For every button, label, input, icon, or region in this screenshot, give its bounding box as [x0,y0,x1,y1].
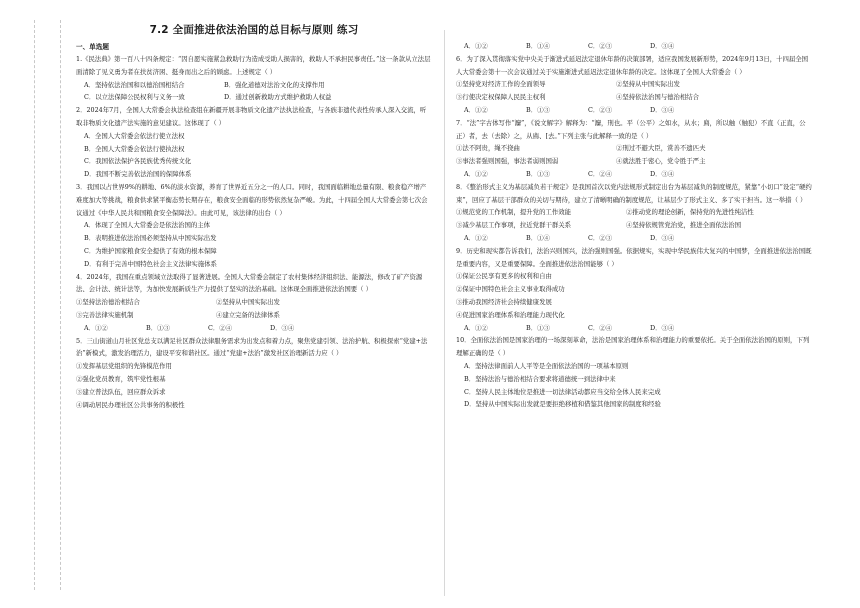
statement-1: ①坚持党对经济工作的全面领导 [456,80,546,89]
option-c[interactable]: C．②③ [588,233,613,242]
question-stem: 6．为了深入贯彻落实党中央关于渐进式延迟法定退休年龄的决策部署，适应我国发展新形势，2024年9月13日，十四届全国人大常委会第十一次会议通过关于实施渐进式延迟法定退休年龄的决定。这体现了全国人大常委会（ ） [456,54,809,76]
option-d[interactable]: D．通过创新救助方式维护救助人权益 [224,93,332,102]
statement-2: ②刑过不避大臣，赏善不遗匹夫 [616,144,706,153]
question-9 [456,245,814,335]
section-heading: 一、单选题 [76,43,109,51]
option-b[interactable]: B．坚持法治与德治相结合要求将道德统一到法律中来 [464,374,616,383]
option-b[interactable]: B．①③ [526,169,550,178]
column-divider [444,30,445,596]
option-c[interactable]: C．②④ [208,323,233,332]
statement-1: ①发挥基层党组织的先锋模范作用 [76,362,172,371]
option-c[interactable]: C．②④ [588,323,613,332]
question-stem: 10．全面依法治国是国家治理的一场深刻革命，法治是国家治理体系和治理能力的重要依托。关于全面依法治国的原则，下列理解正确的是（ ） [456,336,810,358]
option-d[interactable]: D．③④ [650,233,675,242]
option-b[interactable]: B．①③ [146,323,170,332]
question-stem: 9．历史和现实都告诉我们，法治兴则国兴，法治强则国强。依据规实，实现中华民族伟大复兴的中国梦，全面推进依法治国既是重要内容，又是重要保障。全面推进依法治国能够（ ） [456,246,812,268]
option-a[interactable]: A．全国人大常委会依法行使立法权 [84,131,185,140]
question-7 [456,117,814,181]
option-d[interactable]: D．③④ [270,323,295,332]
statement-4: ④调动居民办理社区公共事务的积极性 [76,400,185,409]
option-d[interactable]: D．坚持从中国实际出发就是要拒绝移植和借鉴其他国家的制度和经验 [464,400,661,409]
option-d[interactable]: D．我国不断完善依法治国的保障体系 [84,170,192,179]
question-stem: 2．2024年7月，全国人大常委会执法检查组在新疆开展非物质文化遗产法执法检查，与各族非遗代表性传承人深入交流，听取非物质文化遗产法实施的意见建议。这体现了（ ） [76,106,427,127]
statement-4: ④促进国家治理体系和治理能力现代化 [456,310,565,319]
option-b[interactable]: B．①④ [526,233,550,242]
statement-3: ③事法者强则国强，事法者弱则国弱 [456,157,559,166]
option-a[interactable]: A．坚持依法治国和以德治国相结合 [84,80,185,89]
option-c[interactable]: C．为维护国家粮食安全提供了有效的根本保障 [84,246,217,255]
statement-4: ④坚持依法治国与德治相结合 [616,93,700,102]
statement-3: ③推动我国经济社会持续健康发展 [456,297,552,306]
option-a[interactable]: A．①② [84,323,108,332]
statement-2: ②坚持从中国实际出发 [616,80,680,89]
binding-line [34,20,35,590]
option-b[interactable]: B．表明推进依法治国必须坚持从中国实际出发 [84,234,217,243]
page-title: 7.2 全面推进依法治国的总目标与原则 练习 [149,24,359,36]
option-c[interactable]: C．②③ [588,42,613,50]
question-6 [456,53,814,117]
option-c[interactable]: C．以立法保障公民权利与义务一致 [84,93,185,102]
question-5-options [456,40,814,53]
binding-line [60,20,61,590]
option-a[interactable]: A．①② [464,42,488,50]
question-5 [76,335,432,412]
question-stem: 8．《整治形式主义为基层减负若干规定》是我国首次以党内法规形式制定出台为基层减负的制度规范，紧靠“小切口”设定“硬约束”，回应了基层干部群众的关切与期待，建立了清晰明确的制度规范，让基层少了形式主义、多了实干担当。这一举措（ ） [456,182,812,204]
option-a[interactable]: A．体现了全国人大常委会是依法治国的主体 [84,221,211,230]
option-d[interactable]: D．③④ [650,169,675,178]
statement-1: ①法不阿贵，绳不挠曲 [456,144,520,153]
option-d[interactable]: D．③④ [650,42,675,50]
option-a[interactable]: A．①② [464,105,488,114]
question-stem: 4．2024年，我国在重点领域立法取得了显著进展。全国人大常委会制定了农村集体经济组织法、能源法，修改了矿产资源法、会计法、统计法等，为加快发展新质生产力提供了坚实的法治基础。这体现全面推进依法治国要（ ） [76,272,423,294]
statement-4: ④坚持依规管党治党，推进全面依法治国 [626,221,742,230]
question-1 [76,53,432,104]
option-b[interactable]: B．强化道德对法治文化的支撑作用 [224,80,325,89]
left-column [76,14,432,411]
statement-3: ③行使决定权保障人民民主权利 [456,93,546,102]
statement-2: ②强化党员教育，筑牢党性根基 [76,374,166,383]
question-3 [76,181,432,271]
right-column [456,14,814,411]
statement-4: ④建立完备的法律体系 [216,310,280,319]
statement-1: ①坚持法治德治相结合 [76,298,140,307]
question-8 [456,181,814,245]
question-4 [76,271,432,335]
question-stem: 3．我国以占世界9%的耕地、6%的淡水资源，养育了世界近五分之一的人口。同时，我国面临耕地总量有限、粮食稳产增产难度加大等挑战，粮食供求紧平衡态势长期存在，粮食安全面临的形势依然复杂严峻。为此，十四届全国人大常委会第七次会议通过《中华人民共和国粮食安全保障法》。由此可见，该法律的出台（ ） [76,182,428,217]
option-a[interactable]: A．①② [464,169,488,178]
option-b[interactable]: B．①③ [526,323,550,332]
option-a[interactable]: A．坚持法律面前人人平等是全面依法治国的一项基本原则 [464,361,629,370]
option-d[interactable]: D．③④ [650,323,675,332]
option-a[interactable]: A．①② [464,233,488,242]
statement-2: ②推动党的理论创新，保持党的先进性纯洁性 [626,208,754,217]
option-c[interactable]: C．②③ [588,105,613,114]
question-10 [456,334,814,411]
question-stem: 7．“法”字古体写作“灋”，《说文解字》解释为：“灋，刑也。平（公平）之如水，从水；廌，所以触（触犯）不直（正直，公正）者，去（去除）之，从廌、[去。”下列主张与此解释一致的是（ ） [456,118,806,140]
statement-1: ①保证公民享有更多的权利和自由 [456,272,552,281]
statement-3: ③完善法律实施机制 [76,310,134,319]
question-stem: 5．三山街道山月社区党总支以满足社区群众法律服务需求为出发点和着力点，聚焦党建引领、法治护航、积极探索“党建+法治”新模式，激发治理活力，建设平安和谐社区。通过“党建+法治”激发社区治理新活力应（ ） [76,336,428,358]
option-c[interactable]: C．我国依法保护各民族优秀传统文化 [84,157,192,166]
option-d[interactable]: D．③④ [650,105,675,114]
option-d[interactable]: D．有利于完善中国特色社会主义法律实施体系 [84,259,217,268]
question-2 [76,104,432,181]
option-b[interactable]: B．全国人大常委会依法行使执法权 [84,144,185,153]
option-b[interactable]: B．①④ [526,42,550,50]
question-stem: 1.《民法典》第一百八十四条规定：“因自愿实施紧急救助行为造成受助人损害的，救助人不承担民事责任。”这一条款从立法层面清除了见义勇为者在扶贫济困、挺身而出之后的顾虑。上述规定（ ） [76,55,431,76]
statement-2: ②保证中国特色社会主义事业取得成功 [456,285,565,294]
option-a[interactable]: A．①② [464,323,488,332]
statement-2: ②坚持从中国实际出发 [216,298,280,307]
option-c[interactable]: C．②④ [588,169,613,178]
statement-3: ③减少基层工作事项，拉近党群干群关系 [456,221,572,230]
statement-3: ③建立普法队伍，回应群众诉求 [76,387,166,396]
option-b[interactable]: B．①③ [526,105,550,114]
statement-1: ①规范党的工作机制，提升党的工作效能 [456,208,572,217]
statement-4: ④就法胜于密心，党令胜于严主 [616,157,706,166]
option-c[interactable]: C．坚持人民主体地位是推进一切法律活动都应当交给全体人民来完成 [464,387,661,396]
